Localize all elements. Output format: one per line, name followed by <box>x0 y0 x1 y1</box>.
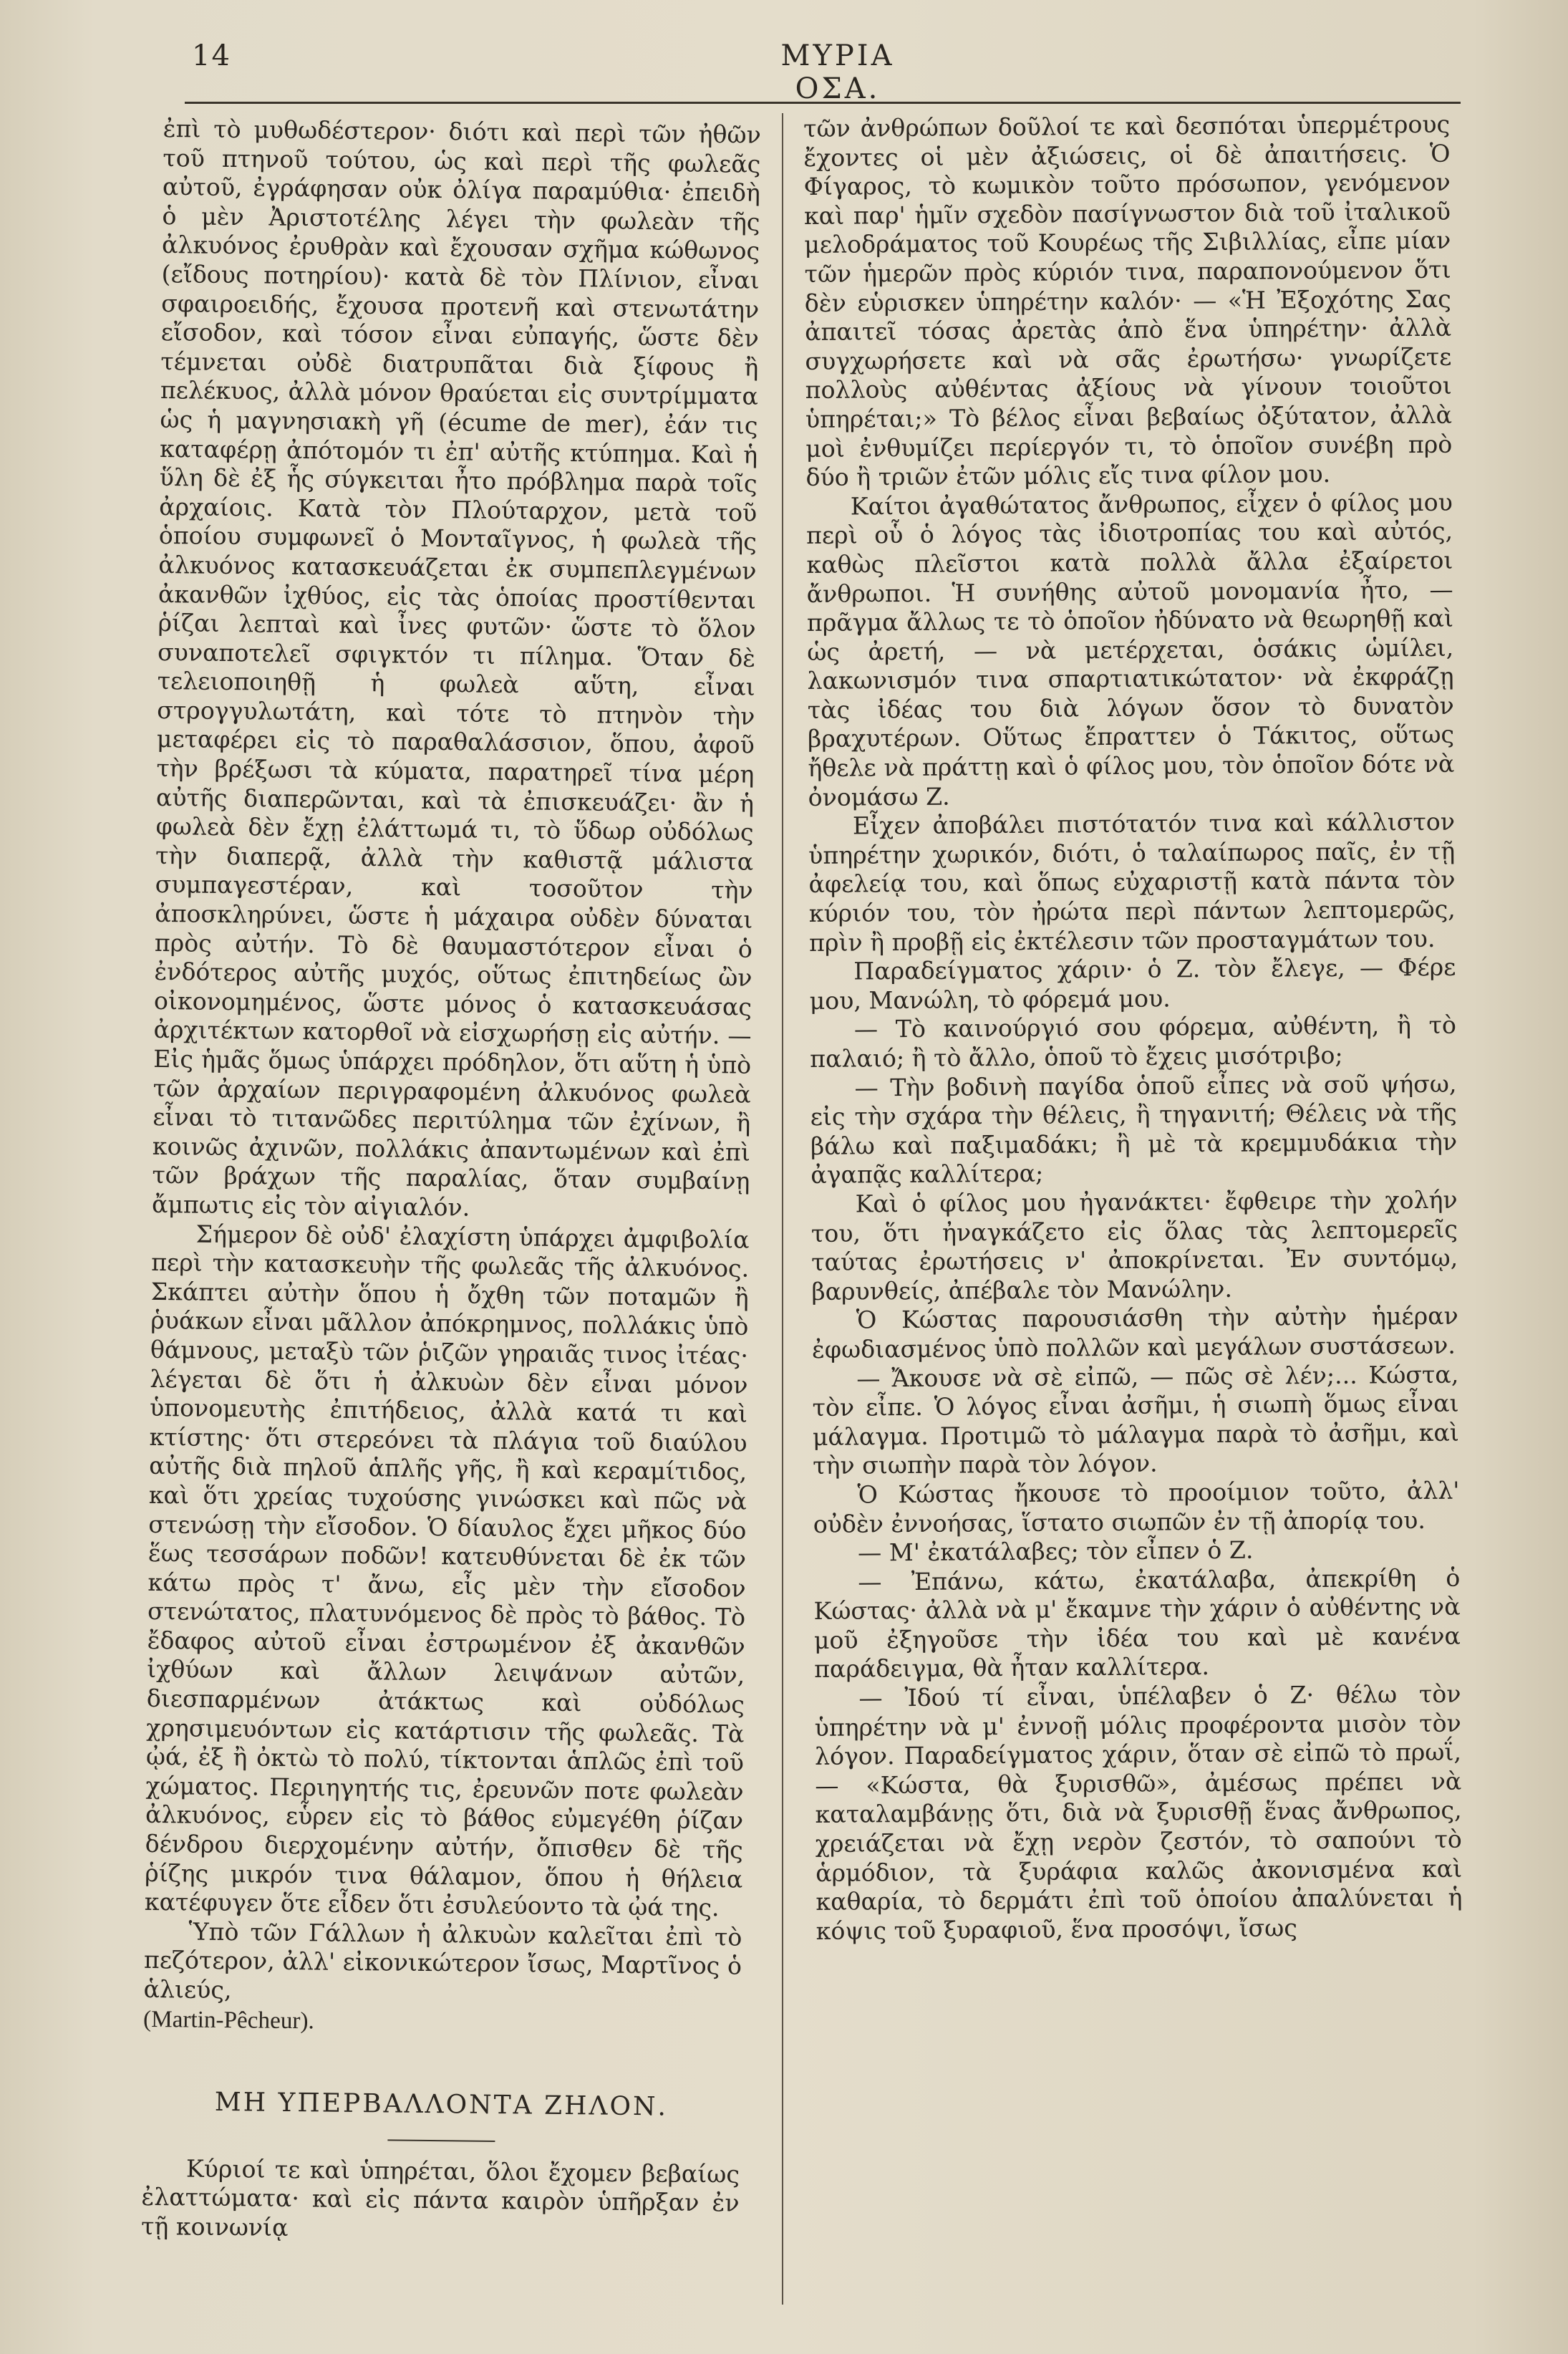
left-paragraph-4: Κύριοί τε καὶ ὑπηρέται, ὅλοι ἔχομεν βεβαίως ἐλαττώματα· καὶ εἰς πάντα καιρὸν ὑπῆρξαν ἐν τῇ κοινωνίᾳ <box>140 2154 740 2242</box>
section-heading-text: ΜΗ ΥΠΕΡΒΑΛΛΟΝΤΑ ΖΗΛΟΝ. <box>214 2088 669 2122</box>
page-number: 14 <box>192 39 231 72</box>
page-header <box>0 39 1568 105</box>
left-paragraph-3 <box>143 1917 742 2040</box>
right-paragraph-13: — Ἰδού τί εἶναι, ὑπέλαβεν ὁ Ζ· θέλω τὸν ὑπηρέτην νὰ μ' ἐννοῇ μόλις προφέροντα μισὸν τὸν λόγον. Παραδείγματος χάριν, ὅταν σὲ εἰπῶ τὸ πρωΐ, — «Κώστα, θὰ ξυρισθῶ», ἀμέσως πρέπει νὰ καταλαμβάνῃς ὅτι, διὰ νὰ ξυρισθῇ ἕνας ἄνθρωπος, χρειάζεται νὰ ἔχῃ νερὸν ζεστόν, τὸ σαπούνι τὸ ἁρμόδιον, τὰ ξυράφια καλῶς ἀκονισμένα καὶ καθαρία, τὸ δερμάτι ἐπὶ τοῦ ὁποίου ἀπαλύνεται ἡ κόψις τοῦ ξυραφιοῦ, ἕνα προσόψι, ἴσως <box>814 1679 1463 1945</box>
column-divider <box>782 113 783 2305</box>
right-paragraph-3: Εἶχεν ἀποβάλει πιστότατόν τινα καὶ κάλλιστον ὑπηρέτην χωρικόν, διότι, ὁ ταλαίπωρος παῖς, ἐν τῇ ἀφελείᾳ του, καὶ ὅπως εὐχαριστῇ κατὰ πάντα τὸν κύριόν του, τὸν ἠρώτα περὶ πάντων λεπτομερῶς, πρὶν ἢ προβῇ εἰς ἐκτέλεσιν τῶν προσταγμάτων του. <box>808 807 1456 957</box>
section-heading <box>142 2088 740 2144</box>
right-paragraph-2: Καίτοι ἀγαθώτατος ἄνθρωπος, εἶχεν ὁ φίλος μου περὶ οὗ ὁ λόγος τὰς ἰδιοτροπίας του καὶ αὐτός, καθὼς πλεῖστοι κατὰ πολλὰ ἄλλα ἐξαίρετοι ἄνθρωποι. Ἡ συνήθης αὐτοῦ μονομανία ἦτο, — πρᾶγμα ἄλλως τε τὸ ὁποῖον ἠδύνατο νὰ θεωρηθῇ καὶ ὡς ἀρετή, — νὰ μετέρχεται, ὁσάκις ὡμίλει, λακωνισμόν τινα σπαρτιατικώτατον· νὰ ἐκφράζῃ τὰς ἰδέας του διὰ λόγων ὅσον τὸ δυνατὸν βραχυτέρων. Οὕτως ἔπραττεν ὁ Τάκιτος, οὕτως ἤθελε νὰ πράττῃ καὶ ὁ φίλος μου, τὸν ὁποῖον δότε νὰ ὀνομάσω Ζ. <box>805 488 1455 811</box>
right-paragraph-5: — Τὸ καινούργιό σου φόρεμα, αὐθέντη, ἢ τὸ παλαιό; ἢ τὸ ἄλλο, ὁποῦ τὸ ἔχεις μισότριβο; <box>810 1011 1457 1073</box>
right-paragraph-12: — Ἐπάνω, κάτω, ἐκατάλαβα, ἀπεκρίθη ὁ Κώστας· ἀλλὰ νὰ μ' ἔκαμνε τὴν χάριν ὁ αὐθέντης νὰ μοῦ ἐξηγοῦσε τὴν ἰδέα του καὶ μὲ κανένα παράδειγμα, θὰ ἦταν καλλίτερα. <box>813 1563 1461 1684</box>
right-paragraph-1: τῶν ἀνθρώπων δοῦλοί τε καὶ δεσπόται ὑπερμέτρους ἔχοντες οἱ μὲν ἀξιώσεις, οἱ δὲ ἀπαιτήσεις. Ὁ Φίγαρος, τὸ κωμικὸν τοῦτο πρόσωπον, γενόμενον καὶ παρ' ἡμῖν σχεδὸν πασίγνωστον διὰ τοῦ ἰταλικοῦ μελοδράματος τοῦ Κουρέως τῆς Σιβιλλίας, εἶπε μίαν τῶν ἡμερῶν πρὸς κύριόν τινα, παραπονούμενον ὅτι δὲν εὑρισκεν ὑπηρέτην καλόν· — «Ἡ Ἐξοχότης Σας ἀπαιτεῖ τόσας ἀρετὰς ἀπὸ ἕνα ὑπηρέτην· ἀλλὰ συγχωρήσετε καὶ νὰ σᾶς ἐρωτήσω· γνωρίζετε πολλοὺς αὐθέντας ἀξίους νὰ γίνουν τοιοῦτοι ὑπηρέται;» Τὸ βέλος εἶναι βεβαίως ὀξύτατον, ἀλλὰ μοὶ ἐνθυμίζει περίεργόν τι, τὸ ὁποῖον συνέβη πρὸ δύο ἢ τριῶν ἐτῶν μόλις εἴς τινα φίλον μου. <box>803 110 1453 492</box>
right-paragraph-9: — Ἄκουσε νὰ σὲ εἰπῶ, — πῶς σὲ λέν;... Κώστα, τὸν εἶπε. Ὁ λόγος εἶναι ἀσῆμι, ἡ σιωπὴ ὅμως εἶναι μάλαγμα. Προτιμῶ τὸ μάλαγμα παρὰ τὸ ἀσῆμι, καὶ τὴν σιωπὴν παρὰ τὸν λόγον. <box>812 1360 1460 1480</box>
right-paragraph-6: — Τὴν βοδινὴ παγίδα ὁποῦ εἶπες νὰ σοῦ ψήσω, εἰς τὴν σχάρα τὴν θέλεις, ἢ τηγανιτή; Θέλεις νὰ τῆς βάλω καὶ παξιμαδάκι; ἢ μὲ τὰ κρεμμυδάκια τὴν ἀγαπᾷς καλλίτερα; <box>810 1069 1458 1190</box>
latin-name: (Martin-Pêcheur). <box>142 2005 315 2034</box>
running-title: ΜΥΡΙΑ ΟΣΑ. <box>780 39 895 105</box>
heading-rule <box>387 2139 495 2142</box>
left-paragraph-1: ἐπὶ τὸ μυθωδέστερον· διότι καὶ περὶ τῶν ἠθῶν τοῦ πτηνοῦ τούτου, ὡς καὶ περὶ τῆς φωλεᾶς αὐτοῦ, ἐγράφησαν οὐκ ὀλίγα παραμύθια· ἐπειδὴ ὁ μὲν Ἀριστοτέλης λέγει τὴν φωλεὰν τῆς ἀλκυόνος ἐρυθρὰν καὶ ἔχουσαν σχῆμα κώθωνος (εἴδους ποτηρίου)· κατὰ δὲ τὸν Πλίνιον, εἶναι σφαιροειδής, ἔχουσα προτενῆ καὶ στενωτάτην εἴσοδον, καὶ τόσον εἶναι εὐπαγής, ὥστε δὲν τέμνεται οὐδὲ διατρυπᾶται διὰ ξίφους ἢ πελέκυος, ἀλλὰ μόνον θραύεται εἰς συντρίμματα ὡς ἡ μαγνησιακὴ γῆ (écume de mer), ἐάν τις καταφέρῃ ἀπότομόν τι ἐπ' αὐτῆς κτύπημα. Καὶ ἡ ὕλη δὲ ἐξ ἧς σύγκειται ἦτο πρόβλημα παρὰ τοῖς ἀρχαίοις. Κατὰ τὸν Πλούταρχον, μετὰ τοῦ ὁποίου συμφωνεῖ ὁ Μονταῖγνος, ἡ φωλεὰ τῆς ἀλκυόνος κατασκευάζεται ἐκ συμπεπλεγμένων ἀκανθῶν ἰχθύος, εἰς τὰς ὁποίας προστίθενται ῥίζαι λεπταὶ καὶ ἶνες φυτῶν· ὥστε τὸ ὅλον συναποτελεῖ σφιγκτόν τι πίλημα. Ὅταν δὲ τελειοποιηθῇ ἡ φωλεὰ αὕτη, εἶναι στρογγυλωτάτη, καὶ τότε τὸ πτηνὸν τὴν μεταφέρει εἰς τὸ παραθαλάσσιον, ὅπου, ἀφοῦ τὴν βρέξωσι τὰ κύματα, παρατηρεῖ τίνα μέρη αὐτῆς διαπερῶνται, καὶ τὰ ἐπισκευάζει· ἂν ἡ φωλεὰ δὲν ἔχῃ ἐλάττωμά τι, τὸ ὕδωρ οὐδόλως τὴν διαπερᾷ, ἀλλὰ τὴν καθιστᾷ μάλιστα συμπαγεστέραν, καὶ τοσοῦτον τὴν ἀποσκληρύνει, ὥστε ἡ μάχαιρα οὐδὲν δύναται πρὸς αὐτήν. Τὸ δὲ θαυμαστότερον εἶναι ὁ ἐνδότερος αὐτῆς μυχός, οὕτως ἐπιτηδείως ὢν οἰκονομημένος, ὥστε μόνος ὁ κατασκευάσας ἀρχιτέκτων κατορθοῖ νὰ εἰσχωρήσῃ εἰς αὐτήν. — Εἰς ἡμᾶς ὅμως ὑπάρχει πρόδηλον, ὅτι αὕτη ἡ ὑπὸ τῶν ἀρχαίων περιγραφομένη ἀλκυόνος φωλεὰ εἶναι τὸ τιτανῶδες περιτύλημα τῶν ἐχίνων, ἢ κοινῶς ἀχινῶν, πολλάκις ἀπαντωμένων καὶ ἐπὶ τῶν βράχων τῆς παραλίας, ὅταν συμβαίνῃ ἄμπωτις εἰς τὸν αἰγιαλόν. <box>151 115 761 1222</box>
right-paragraph-7: Καὶ ὁ φίλος μου ἠγανάκτει· ἔφθειρε τὴν χολήν του, ὅτι ἠναγκάζετο εἰς ὅλας τὰς λεπτομερεῖς ταύτας ἐρωτήσεις ν' ἀποκρίνεται. Ἐν συντόμῳ, βαρυνθείς, ἀπέβαλε τὸν Μανώλην. <box>810 1185 1458 1306</box>
header-rule <box>185 102 1461 104</box>
left-paragraph-2: Σήμερον δὲ οὐδ' ἐλαχίστη ὑπάρχει ἀμφιβολία περὶ τὴν κατασκευὴν τῆς φωλεᾶς τῆς ἀλκυόνος. Σκάπτει αὐτὴν ὅπου ἡ ὄχθη τῶν ποταμῶν ἢ ῥυάκων εἶναι μᾶλλον ἀπόκρημνος, πολλάκις ὑπὸ θάμνους, μεταξὺ τῶν ῥιζῶν γηραιᾶς τινος ἰτέας· λέγεται δὲ ὅτι ἡ ἀλκυὼν δὲν εἶναι μόνον ὑπονομευτὴς ἐπιτήδειος, ἀλλὰ κατά τι καὶ κτίστης· ὅτι στερεόνει τὰ πλάγια τοῦ διαύλου αὐτῆς διὰ πηλοῦ ἁπλῆς γῆς, ἢ καὶ κεραμίτιδος, καὶ ὅτι χρείας τυχούσης γινώσκει καὶ πῶς νὰ στενώσῃ τὴν εἴσοδον. Ὁ δίαυλος ἔχει μῆκος δύο ἕως τεσσάρων ποδῶν! κατευθύνεται δὲ ἐκ τῶν κάτω πρὸς τ' ἄνω, εἶς μὲν τὴν εἴσοδον στενώτατος, πλατυνόμενος δὲ πρὸς τὸ βάθος. Τὸ ἔδαφος αὐτοῦ εἶναι ἐστρωμένον ἐξ ἀκανθῶν ἰχθύων καὶ ἄλλων λειψάνων αὐτῶν, διεσπαρμένων ἀτάκτως καὶ οὐδόλως χρησιμευόντων εἰς κατάρτισιν τῆς φωλεᾶς. Τὰ ᾠά, ἐξ ἢ ὀκτὼ τὸ πολύ, τίκτονται ἁπλῶς ἐπὶ τοῦ χώματος. Περιηγητής τις, ἐρευνῶν ποτε φωλεὰν ἀλκυόνος, εὗρεν εἰς τὸ βάθος εὐμεγέθη ῥίζαν δένδρου διερχομένην αὐτήν, ὄπισθεν δὲ τῆς ῥίζης μικρόν τινα θάλαμον, ὅπου ἡ θήλεια κατέφυγεν ὅτε εἶδεν ὅτι ἐσυλεύοντο τὰ ᾠά της. <box>144 1220 750 1922</box>
left-paragraph-3-text: Ὑπὸ τῶν Γάλλων ἡ ἀλκυὼν καλεῖται ἐπὶ τὸ πεζότερον, ἀλλ' εἰκονικώτερον ἴσως, Μαρτῖνος ὁ ἁλιεύς, <box>143 1917 742 2005</box>
right-paragraph-11: — Μ' ἐκατάλαβες; τὸν εἶπεν ὁ Ζ. <box>857 1535 1254 1567</box>
right-paragraph-8: Ὁ Κώστας παρουσιάσθη τὴν αὐτὴν ἡμέραν ἐφωδιασμένος ὑπὸ πολλῶν καὶ μεγάλων συστάσεων. <box>811 1301 1458 1364</box>
right-paragraph-4: Παραδείγματος χάριν· ὁ Ζ. τὸν ἔλεγε, — Φέρε μου, Μανώλη, τὸ φόρεμά μου. <box>809 952 1456 1015</box>
right-column <box>803 110 1463 1947</box>
right-paragraph-10: Ὁ Κώστας ἤκουσε τὸ προοίμιον τοῦτο, ἀλλ' οὐδὲν ἐννοήσας, ἵστατο σιωπῶν ἐν τῇ ἀπορίᾳ του. <box>813 1476 1460 1538</box>
left-column <box>141 115 761 2247</box>
